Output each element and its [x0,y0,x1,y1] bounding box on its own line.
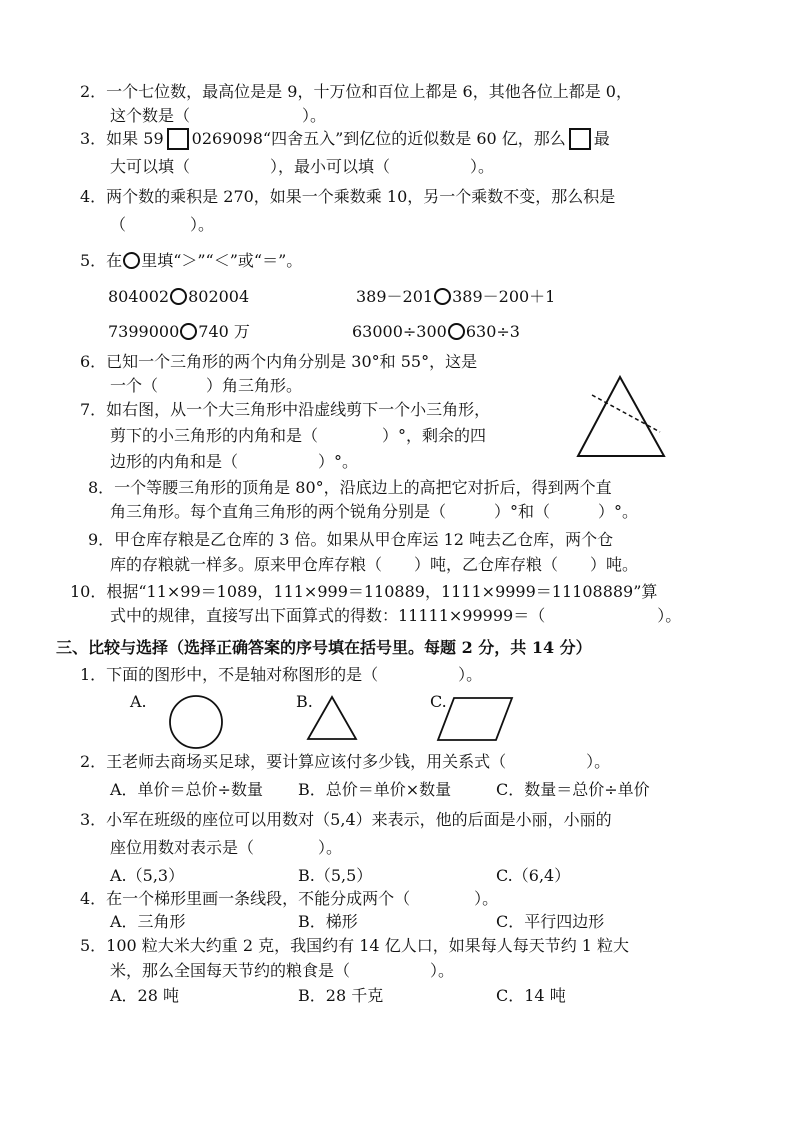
s3-q5-line1: 5．100 粒大米大约重 2 克，我国约有 14 亿人口，如果每人每天节约 1 粒大 [80,936,630,955]
q3-text-c: 最 [593,129,610,148]
q2-line1: 2．一个七位数，最高位是是 9，十万位和百位上都是 6，其他各位上都是 0， [80,82,632,101]
q3-blank-box [167,128,189,150]
compare-circle [180,323,197,340]
s3-q3-option-a: A.（5,3） [110,866,185,885]
s3-q4-text: 4．在一个梯形里画一条线段，不能分成两个（ ）。 [80,889,499,908]
q8-line2: 角三角形。每个直角三角形的两个锐角分别是（ ）°和（ ）°。 [110,502,639,521]
compare-left: 7399000 [108,322,180,341]
q7-line1: 7．如右图，从一个大三角形中沿虚线剪下一个小三角形， [80,400,491,419]
q4-line2: （ ）。 [110,215,215,234]
q9-line1: 9．甲仓库存粮是乙仓库的 3 倍。如果从甲仓库运 12 吨去乙仓库，两个仓 [88,530,614,549]
s3-q1-option-b: B. [296,692,313,711]
q9-line2: 库的存粮就一样多。原来甲仓库存粮（ ）吨，乙仓库存粮（ ）吨。 [110,555,639,574]
circle-shape [168,694,228,750]
q5-label-b: 里填“＞”“＜”或“＝”。 [141,251,303,270]
q3-text-b: 0269098“四舍五入”到亿位的近似数是 60 亿，那么 [191,129,566,148]
s3-q5-option-a: A．28 吨 [110,986,180,1005]
s3-q2-text: 2．王老师去商场买足球，要计算应该付多少钱，用关系式（ ）。 [80,752,611,771]
q6-line2: 一个（ ）角三角形。 [110,376,303,395]
s3-q5-line2: 米，那么全国每天节约的粮食是（ ）。 [110,961,455,980]
q3-text-a: 3．如果 59 [80,129,164,148]
s3-q1-option-a: A. [130,692,147,711]
compare-circle [123,252,140,269]
s3-q1-text: 1．下面的图形中，不是轴对称图形的是（ ）。 [80,665,483,684]
q10-line1: 10．根据“11×99＝1089，111×999＝110889，1111×9999＝11108889”算 [70,582,658,601]
compare-right: 630÷3 [465,322,520,341]
q5-compare-2 [356,287,555,307]
s3-q5-option-c: C．14 吨 [496,986,566,1005]
triangle-shape [304,694,360,742]
compare-right: 802004 [188,287,250,306]
s3-q2-option-b: B．总价＝单价×数量 [298,780,452,799]
q3-blank-box-2 [569,128,591,150]
compare-left: 389－201 [356,287,434,306]
compare-circle [434,288,451,305]
s3-q5-option-b: B．28 千克 [298,986,384,1005]
q7-line2: 剪下的小三角形的内角和是（ ）°，剩余的四 [110,426,487,445]
s3-q3-line2: 座位用数对表示是（ ）。 [110,838,343,857]
q7-line3: 边形的内角和是（ ）°。 [110,452,359,471]
q3-line1 [80,128,610,150]
q3-line2: 大可以填（ ），最小可以填（ ）。 [110,157,495,176]
section-3-heading: 三、比较与选择（选择正确答案的序号填在括号里。每题 2 分，共 14 分） [56,638,592,657]
s3-q2-option-a: A．单价＝总价÷数量 [110,780,263,799]
s3-q4-option-c: C．平行四边形 [496,912,605,931]
q8-line1: 8．一个等腰三角形的顶角是 80°，沿底边上的高把它对折后，得到两个直 [88,478,612,497]
compare-circle [448,323,465,340]
parallelogram-shape [436,694,516,746]
s3-q4-option-b: B．梯形 [298,912,358,931]
q5-instruction [80,251,302,271]
q5-label-a: 5．在 [80,251,123,270]
compare-right: 389－200＋1 [452,287,556,306]
q5-compare-4 [352,322,520,342]
s3-q4-option-a: A．三角形 [110,912,186,931]
q5-compare-1 [108,287,249,307]
s3-q3-line1: 3．小军在班级的座位可以用数对（5,4）来表示，他的后面是小丽，小丽的 [80,810,612,829]
compare-left: 63000÷300 [352,322,447,341]
compare-right: 740 万 [198,322,250,341]
q7-triangle-figure [570,372,670,462]
q4-line1: 4．两个数的乘积是 270，如果一个乘数乘 10，另一个乘数不变，那么积是 [80,187,616,206]
s3-q2-option-c: C．数量＝总价÷单价 [496,780,650,799]
q2-line2: 这个数是（ ）。 [110,106,327,125]
q6-line1: 6．已知一个三角形的两个内角分别是 30°和 55°，这是 [80,352,478,371]
s3-q3-option-b: B.（5,5） [298,866,373,885]
s3-q3-option-c: C.（6,4） [496,866,571,885]
q10-line2: 式中的规律，直接写出下面算式的得数：11111×99999＝（ ）。 [110,606,682,625]
compare-left: 804002 [108,287,170,306]
s3-q1-option-c: C. [430,692,447,711]
q5-compare-3 [108,322,250,342]
compare-circle [170,288,187,305]
